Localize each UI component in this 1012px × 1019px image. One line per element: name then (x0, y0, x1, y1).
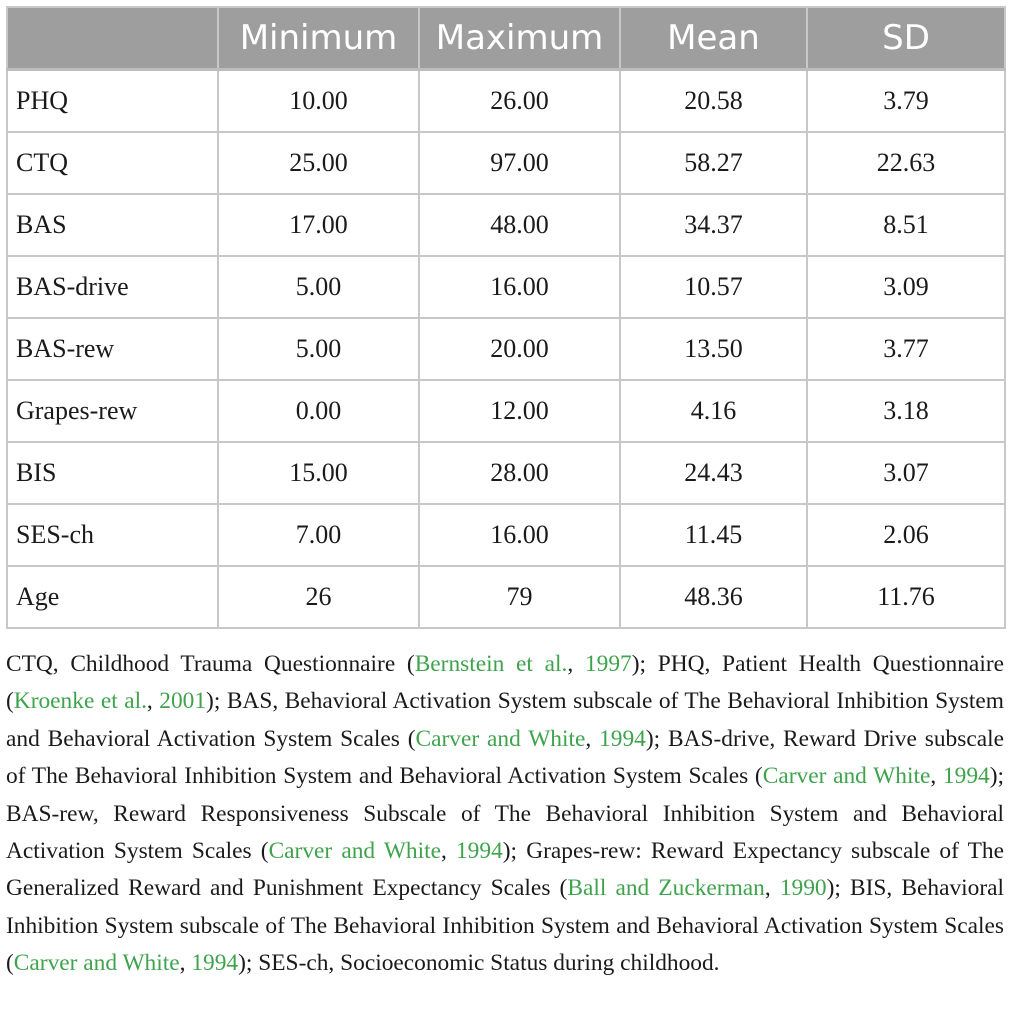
cell-sd: 3.18 (807, 380, 1005, 442)
footnote-text: , (930, 763, 943, 790)
footnote-text: ); BAS-rew, Reward Responsiveness Subscale of The Behavioral Inhibition System and Behavioral Activation System Scales ( (6, 763, 1004, 865)
cell-mean: 10.57 (620, 256, 807, 318)
row-label: Age (7, 566, 218, 628)
citation-link[interactable]: Kroenke et al. (13, 688, 147, 715)
citation-link[interactable]: Carver and White (415, 725, 586, 752)
citation-link[interactable]: 1994 (942, 763, 990, 790)
table-footnote (6, 646, 1004, 983)
cell-sd: 3.77 (807, 318, 1005, 380)
table-row (7, 380, 1005, 442)
table-row (7, 132, 1005, 194)
table-row (7, 504, 1005, 566)
cell-mean: 24.43 (620, 442, 807, 504)
table-header-row (7, 7, 1005, 70)
citation-link[interactable]: 1994 (599, 725, 646, 752)
footnote-text: , (179, 950, 192, 977)
cell-minimum: 0.00 (218, 380, 419, 442)
descriptive-statistics-table (6, 6, 1006, 629)
cell-minimum: 7.00 (218, 504, 419, 566)
cell-mean: 34.37 (620, 194, 807, 256)
cell-maximum: 20.00 (419, 318, 620, 380)
cell-mean: 11.45 (620, 504, 807, 566)
cell-minimum: 17.00 (218, 194, 419, 256)
cell-minimum: 5.00 (218, 256, 419, 318)
row-label: BAS-rew (7, 318, 218, 380)
table-row (7, 318, 1005, 380)
footnote-text: ); SES-ch, Socioeconomic Status during childhood. (238, 950, 720, 977)
cell-sd: 8.51 (807, 194, 1005, 256)
cell-maximum: 48.00 (419, 194, 620, 256)
cell-minimum: 10.00 (218, 70, 419, 133)
footnote-text: ); Grapes-rew: Reward Expectancy subscale of The Generalized Reward and Punishment Expectancy Scales ( (6, 838, 1004, 902)
cell-maximum: 12.00 (419, 380, 620, 442)
cell-sd: 22.63 (807, 132, 1005, 194)
citation-link[interactable]: Carver and White (268, 838, 441, 865)
citation-link[interactable]: 1994 (191, 950, 239, 977)
descriptive-statistics-table-figure (6, 6, 1005, 977)
table-row (7, 70, 1005, 133)
cell-minimum: 25.00 (218, 132, 419, 194)
cell-sd: 2.06 (807, 504, 1005, 566)
cell-maximum: 26.00 (419, 70, 620, 133)
footnote-text: , (567, 651, 585, 677)
cell-maximum: 97.00 (419, 132, 620, 194)
table-row (7, 566, 1005, 628)
footnote-text: , (764, 875, 780, 902)
cell-mean: 20.58 (620, 70, 807, 133)
cell-minimum: 15.00 (218, 442, 419, 504)
citation-link[interactable]: Carver and White (13, 950, 180, 977)
cell-sd: 3.79 (807, 70, 1005, 133)
cell-sd: 3.09 (807, 256, 1005, 318)
footnote-text: , (146, 688, 160, 715)
row-label: SES-ch (7, 504, 218, 566)
row-label: CTQ (7, 132, 218, 194)
cell-sd: 11.76 (807, 566, 1005, 628)
cell-minimum: 5.00 (218, 318, 419, 380)
header-cell-mean: Mean (620, 7, 807, 70)
footnote-text: ); BAS, Behavioral Activation System subscale of The Behavioral Inhibition System and Behavioral Activation System Scales ( (6, 688, 1004, 752)
row-label: BIS (7, 442, 218, 504)
cell-sd: 3.07 (807, 442, 1005, 504)
row-label: BAS (7, 194, 218, 256)
table-row (7, 194, 1005, 256)
table-row (7, 442, 1005, 504)
footnote-text: , (441, 838, 456, 865)
cell-mean: 48.36 (620, 566, 807, 628)
cell-maximum: 16.00 (419, 256, 620, 318)
header-cell-sd: SD (807, 7, 1005, 70)
footnote-text: , (585, 725, 600, 752)
cell-mean: 13.50 (620, 318, 807, 380)
header-cell-variable (7, 7, 218, 70)
cell-maximum: 79 (419, 566, 620, 628)
citation-link[interactable]: Carver and White (762, 763, 931, 790)
row-label: Grapes-rew (7, 380, 218, 442)
cell-maximum: 28.00 (419, 442, 620, 504)
cell-minimum: 26 (218, 566, 419, 628)
footnote-text: CTQ, Childhood Trauma Questionnaire ( (6, 651, 415, 677)
row-label: BAS-drive (7, 256, 218, 318)
citation-link[interactable]: Ball and Zuckerman (567, 875, 765, 902)
footnote-text: ); PHQ, Patient Health Questionnaire ( (6, 651, 1004, 715)
footnote-text: ); BAS-drive, Reward Drive subscale of The Behavioral Inhibition System and Behavioral Activation System Scales ( (6, 725, 1004, 790)
citation-link[interactable]: 1990 (779, 875, 827, 902)
citation-link[interactable]: Bernstein et al. (414, 651, 568, 677)
citation-link[interactable]: 1997 (584, 651, 632, 677)
footnote-text: ); BIS, Behavioral Inhibition System subscale of The Behavioral Inhibition System and Behavioral Activation System Scales ( (6, 875, 1005, 977)
row-label: PHQ (7, 70, 218, 133)
citation-link[interactable]: 2001 (159, 688, 207, 715)
cell-mean: 58.27 (620, 132, 807, 194)
header-cell-minimum: Minimum (218, 7, 419, 70)
cell-maximum: 16.00 (419, 504, 620, 566)
citation-link[interactable]: 1994 (455, 838, 503, 865)
header-cell-maximum: Maximum (419, 7, 620, 70)
cell-mean: 4.16 (620, 380, 807, 442)
table-row (7, 256, 1005, 318)
